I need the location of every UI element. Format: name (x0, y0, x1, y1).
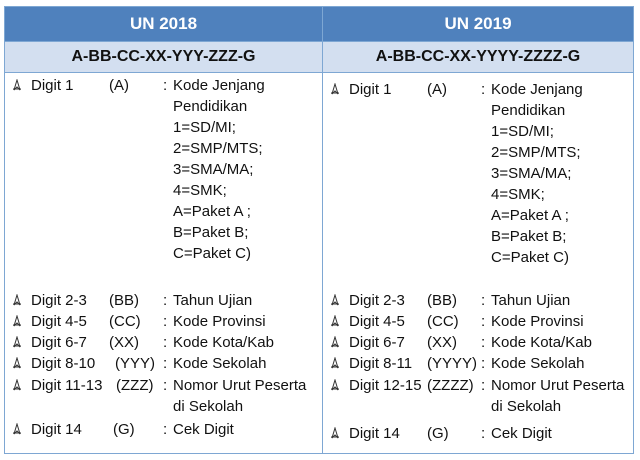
digit-code: (A) (109, 77, 129, 94)
colon: : (163, 313, 168, 330)
column-un-2019 (323, 7, 633, 453)
colon: : (481, 355, 486, 372)
digit-code: (ZZZZ) (427, 377, 474, 394)
description-line: B=Paket B; (491, 228, 567, 245)
arrow-bullet-icon (11, 423, 23, 435)
description-line: Kode Jenjang (173, 77, 265, 94)
description: Cek Digit (173, 421, 234, 438)
arrow-bullet-icon (11, 315, 23, 327)
description: Cek Digit (491, 425, 552, 442)
description-line: Kode Jenjang (491, 81, 583, 98)
description-line: di Sekolah (173, 398, 244, 415)
arrow-bullet-icon (11, 379, 23, 391)
colon: : (481, 377, 486, 394)
code-format: A-BB-CC-XX-YYY-ZZZ-G (5, 41, 322, 73)
digit-code: (G) (113, 421, 135, 438)
description-line: 4=SMK; (491, 186, 545, 203)
description-line: 4=SMK; (173, 182, 227, 199)
row-digit-6-7 (323, 332, 633, 353)
arrow-bullet-icon (329, 83, 341, 95)
row-digit-8-11 (323, 353, 633, 374)
description-line: di Sekolah (491, 398, 562, 415)
digit-label: Digit 6-7 (349, 334, 405, 351)
digit-label: Digit 14 (31, 421, 82, 438)
row-digit-6-7 (5, 332, 323, 353)
row-digit-4-5 (323, 311, 633, 332)
colon: : (481, 334, 486, 351)
description-line: 3=SMA/MA; (491, 165, 572, 182)
colon: : (481, 81, 486, 98)
colon: : (481, 313, 486, 330)
colon: : (163, 421, 168, 438)
colon: : (163, 377, 168, 394)
arrow-bullet-icon (329, 336, 341, 348)
description-line: C=Paket C) (173, 245, 251, 262)
digit-label: Digit 12-15 (349, 377, 422, 394)
description-line: 1=SD/MI; (491, 123, 554, 140)
colon: : (163, 355, 168, 372)
colon: : (481, 292, 486, 309)
description: Kode Kota/Kab (173, 334, 274, 351)
digit-code: (CC) (427, 313, 459, 330)
arrow-bullet-icon (329, 427, 341, 439)
row-digit-14 (323, 423, 633, 444)
code-format: A-BB-CC-XX-YYYY-ZZZZ-G (323, 41, 633, 73)
digit-code: (A) (427, 81, 447, 98)
digit-label: Digit 4-5 (349, 313, 405, 330)
comparison-table (4, 6, 634, 454)
description-line: C=Paket C) (491, 249, 569, 266)
column-title: UN 2019 (323, 7, 633, 41)
arrow-bullet-icon (11, 357, 23, 369)
digit-label: Digit 8-11 (349, 355, 413, 372)
digit-code: (XX) (427, 334, 457, 351)
row-digit-1 (5, 75, 323, 265)
description: Kode Kota/Kab (491, 334, 592, 351)
description-line: B=Paket B; (173, 224, 249, 241)
description-line: 1=SD/MI; (173, 119, 236, 136)
description: Tahun Ujian (173, 292, 253, 309)
arrow-bullet-icon (329, 357, 341, 369)
row-digit-8-10 (5, 353, 323, 374)
colon: : (163, 77, 168, 94)
colon: : (163, 292, 168, 309)
digit-code: (XX) (109, 334, 139, 351)
description: Kode Provinsi (173, 313, 266, 330)
colon: : (163, 334, 168, 351)
digit-code: (BB) (427, 292, 457, 309)
column-un-2018 (5, 7, 323, 453)
digit-label: Digit 1 (349, 81, 392, 98)
description-line: 2=SMP/MTS; (491, 144, 581, 161)
description-line: 2=SMP/MTS; (173, 140, 263, 157)
row-digit-2-3 (5, 290, 323, 311)
description-line: Pendidikan (491, 102, 566, 119)
arrow-bullet-icon (329, 294, 341, 306)
arrow-bullet-icon (11, 79, 23, 91)
digit-code: (ZZZ) (116, 377, 154, 394)
digit-code: (BB) (109, 292, 139, 309)
description: Nomor Urut Peserta (173, 377, 307, 394)
description: Tahun Ujian (491, 292, 571, 309)
digit-label: Digit 4-5 (31, 313, 87, 330)
digit-code: (YYY) (115, 355, 156, 372)
description-line: A=Paket A ; (491, 207, 569, 224)
description: Kode Provinsi (491, 313, 584, 330)
digit-label: Digit 8-10 (31, 355, 96, 372)
digit-label: Digit 2-3 (349, 292, 405, 309)
description-line: A=Paket A ; (173, 203, 251, 220)
row-digit-1 (323, 79, 633, 269)
description: Kode Sekolah (491, 355, 585, 372)
digit-code: (G) (427, 425, 449, 442)
digit-label: Digit 1 (31, 77, 74, 94)
digit-code: (CC) (109, 313, 141, 330)
description-line: Pendidikan (173, 98, 248, 115)
digit-code: (YYYY) (427, 355, 478, 372)
row-digit-11-13 (5, 375, 323, 417)
arrow-bullet-icon (329, 379, 341, 391)
description: Nomor Urut Peserta (491, 377, 625, 394)
row-digit-4-5 (5, 311, 323, 332)
digit-label: Digit 2-3 (31, 292, 87, 309)
digit-label: Digit 11-13 (31, 377, 103, 394)
description-line: 3=SMA/MA; (173, 161, 254, 178)
colon: : (481, 425, 486, 442)
arrow-bullet-icon (11, 336, 23, 348)
row-digit-12-15 (323, 375, 633, 417)
digit-label: Digit 6-7 (31, 334, 87, 351)
digit-label: Digit 14 (349, 425, 400, 442)
description: Kode Sekolah (173, 355, 267, 372)
column-title: UN 2018 (5, 7, 322, 41)
arrow-bullet-icon (11, 294, 23, 306)
row-digit-14 (5, 419, 323, 440)
row-digit-2-3 (323, 290, 633, 311)
arrow-bullet-icon (329, 315, 341, 327)
